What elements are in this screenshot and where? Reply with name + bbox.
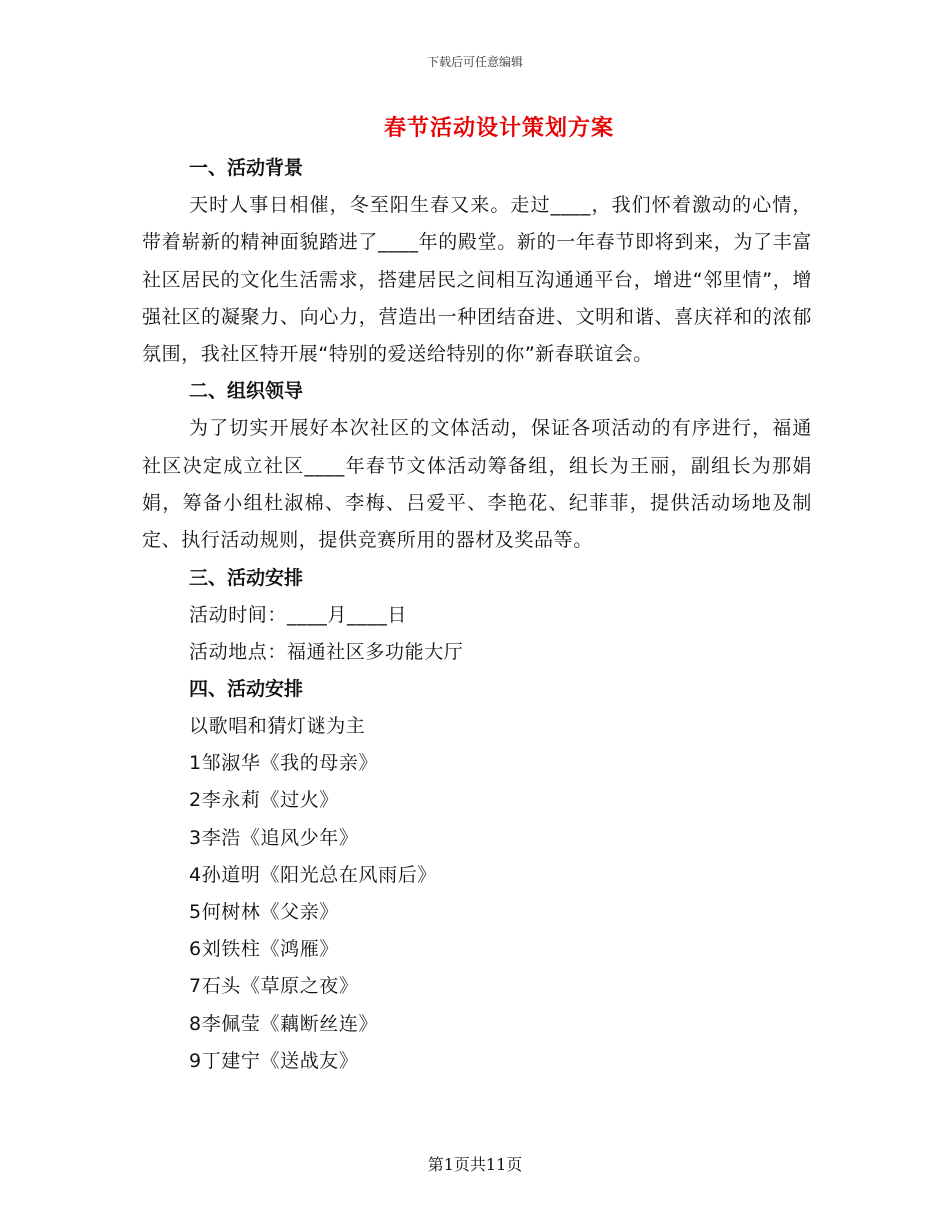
section-heading-arrangement: 三、活动安排 xyxy=(189,566,304,589)
paragraph-leadership: 为了切实开展好本次社区的文体活动，保证各项活动的有序进行，福通社区决定成立社区____年春节文体活动筹备组，组长为王丽，副组长为那娟娟，筹备小组杜淑棉、李梅、吕爱平、李艳花、纪菲菲，提供活动场地及制定、执行活动规则，提供竞赛所用的器材及奖品等。 xyxy=(142,417,812,552)
program-item: 1邹淑华《我的母亲》 xyxy=(189,752,379,775)
document-body xyxy=(142,150,812,1080)
program-item: 6刘铁柱《鸿雁》 xyxy=(189,938,339,961)
program-intro: 以歌唱和猜灯谜为主 xyxy=(189,715,366,738)
program-item: 3李浩《追风少年》 xyxy=(189,826,359,849)
header-note: 下载后可任意编辑 xyxy=(426,55,523,69)
section-heading-program: 四、活动安排 xyxy=(189,678,304,701)
section-heading-background: 一、活动背景 xyxy=(189,157,304,179)
activity-location: 活动地点：福通社区多功能大厅 xyxy=(189,640,464,663)
program-item: 5何树林《父亲》 xyxy=(189,900,339,923)
activity-time: 活动时间：____月____日 xyxy=(189,603,408,626)
document-title: 春节活动设计策划方案 xyxy=(383,116,614,141)
program-item: 8李佩莹《藕断丝连》 xyxy=(189,1012,379,1035)
section-heading-leadership: 二、组织领导 xyxy=(189,380,304,403)
program-item: 7石头《草原之夜》 xyxy=(189,975,359,998)
paragraph-background: 天时人事日相催，冬至阳生春又来。走过____，我们怀着激动的心情，带着崭新的精神面貌踏进了____年的殿堂。新的一年春节即将到来，为了丰富社区居民的文化生活需求，搭建居民之间相互沟通通平台，增进“邻里情”，增强社区的凝聚力、向心力，营造出一种团结奋进、文明和谐、喜庆祥和的浓郁氛围，我社区特开展“特别的爱送给特别的你”新春联谊会。 xyxy=(142,194,812,366)
program-item: 4孙道明《阳光总在风雨后》 xyxy=(189,863,437,886)
page-number-footer: 第1页共11页 xyxy=(427,1155,523,1174)
program-item: 9丁建宁《送战友》 xyxy=(189,1049,359,1072)
program-item: 2李永莉《过火》 xyxy=(189,789,339,812)
